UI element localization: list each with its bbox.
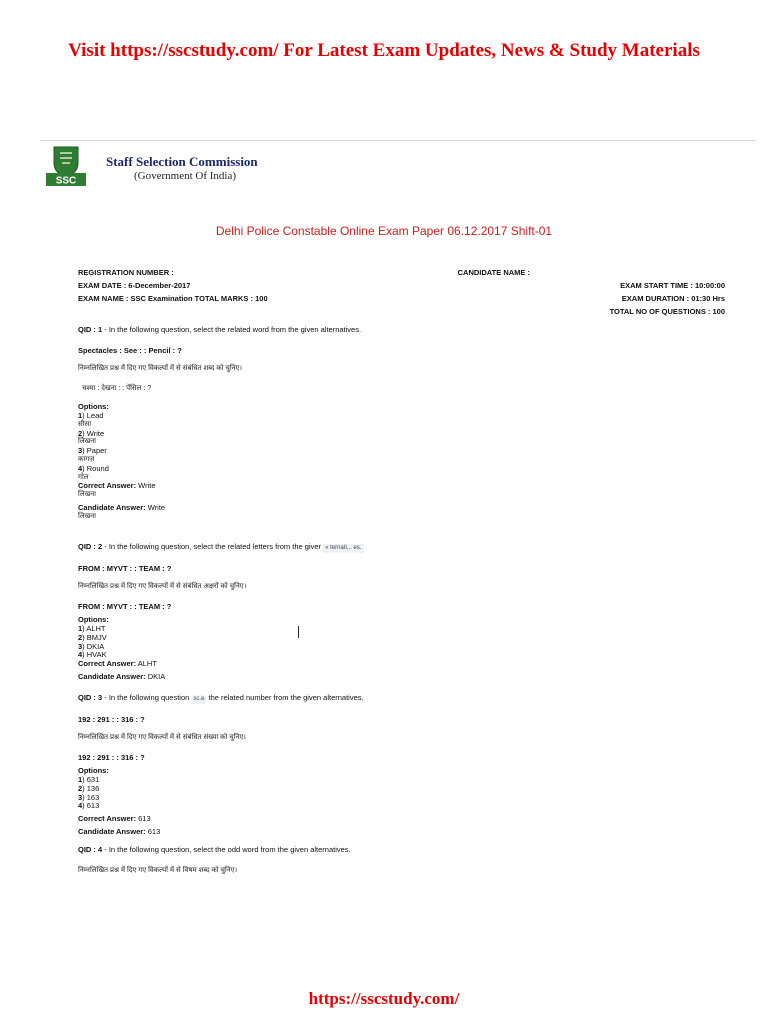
exam-duration: EXAM DURATION : 01:30 Hrs [621, 294, 725, 303]
scan-artifact: sc.e [193, 696, 205, 702]
question-text: - In the following question, select the related letters from the giver [102, 542, 322, 551]
option-3: 3) DKIA [78, 641, 105, 651]
correct-answer-hindi: लिखना [78, 491, 96, 499]
hindi-instruction: निम्नलिखित प्रश्न में दिए गए विकल्पों में से संबंधित अक्षरों को चुनिए। [78, 582, 247, 590]
question-header [78, 694, 728, 704]
paper-title: Delhi Police Constable Online Exam Paper 06.12.2017 Shift-01 [215, 224, 553, 238]
scan-artifact: « ternati... es. [325, 545, 362, 551]
option-4: 4) 613 [78, 801, 100, 811]
correct-answer: Correct Answer: Write [78, 481, 156, 491]
candidate-answer: Candidate Answer: DKIA [78, 671, 166, 681]
question-text-cont: the related number from the given alternatives. [206, 693, 364, 702]
option-2: 2) BMJV [78, 632, 107, 642]
ssc-logo [40, 143, 92, 189]
hindi-instruction: निम्नलिखित प्रश्न में दिए गए विकल्पों में से संबंधित संख्या को चुनिए। [78, 733, 246, 741]
exam-date: EXAM DATE : 6-December-2017 [78, 281, 191, 290]
question-stem: FROM : MYVT : : TEAM : ? [78, 563, 172, 573]
question-header [78, 846, 728, 855]
organization-name: Staff Selection Commission [106, 154, 258, 169]
hindi-instruction: निम्नलिखित प्रश्न में दिए गए विकल्पों में से संबंधित शब्द को चुनिए। [78, 364, 243, 372]
exam-name: EXAM NAME : SSC Examination TOTAL MARKS : 100 [78, 294, 268, 303]
text-cursor [298, 626, 299, 638]
question-stem: 192 : 291 : : 316 : ? [78, 714, 145, 724]
svg-text:SSC: SSC [55, 175, 77, 187]
qid: QID : 4 [78, 845, 103, 854]
option-2: 2) 136 [78, 783, 100, 793]
option-4-hindi: गोल [78, 473, 89, 481]
bottom-promo-banner[interactable]: https://sscstudy.com/ [308, 989, 460, 1008]
exam-meta-right [457, 266, 725, 318]
option-1: 1) Lead [78, 410, 104, 420]
exam-meta-left [78, 266, 268, 305]
hindi-instruction: निम्नलिखित प्रश्न में दिए गए विकल्पों में से विषम शब्द को चुनिए। [78, 866, 238, 874]
qid: QID : 3 [78, 693, 103, 702]
qid: QID : 1 [78, 325, 103, 334]
option-1: 1) ALHT [78, 623, 106, 633]
option-2-hindi: लिखना [78, 438, 96, 446]
correct-answer: Correct Answer: ALHT [78, 659, 157, 669]
candidate-answer: Candidate Answer: Write [78, 502, 166, 512]
question-1 [78, 326, 728, 522]
top-promo-banner[interactable]: Visit https://sscstudy.com/ For Latest Exam Updates, News & Study Materials [68, 40, 700, 61]
options-label: Options: [78, 766, 109, 776]
question-header [78, 543, 728, 553]
question-3 [78, 694, 728, 837]
header-divider [40, 140, 756, 141]
option-3-hindi: कागज़ [78, 455, 95, 463]
option-3: 3) 163 [78, 792, 100, 802]
total-questions: TOTAL NO OF QUESTIONS : 100 [609, 307, 725, 316]
hindi-stem: 192 : 291 : : 316 : ? [78, 753, 145, 763]
question-stem: Spectacles : See : : Pencil : ? [78, 345, 182, 355]
options-label: Options: [78, 615, 109, 625]
organization-subtitle: (Government Of India) [134, 170, 237, 182]
option-1: 1) 631 [78, 774, 100, 784]
question-text: - In the following question [102, 693, 190, 702]
option-3: 3) Paper [78, 446, 107, 456]
candidate-name: CANDIDATE NAME : [457, 268, 530, 277]
registration-number: REGISTRATION NUMBER : [78, 268, 174, 277]
question-4 [78, 846, 728, 876]
qid: QID : 2 [78, 542, 103, 551]
option-2: 2) Write [78, 428, 105, 438]
option-1-hindi: सीसा [78, 420, 92, 428]
candidate-answer: Candidate Answer: 613 [78, 826, 161, 836]
hindi-stem: चश्मा : देखना : : पेंसिल : ? [82, 385, 152, 393]
correct-answer: Correct Answer: 613 [78, 814, 151, 824]
hindi-stem: FROM : MYVT : : TEAM : ? [78, 602, 172, 612]
option-4: 4) HVAK [78, 650, 107, 660]
question-2 [78, 543, 728, 682]
question-text: - In the following question, select the odd word from the given alternatives. [102, 845, 351, 854]
candidate-answer-hindi: लिखना [78, 512, 96, 520]
question-text: - In the following question, select the related word from the given alternatives. [102, 325, 362, 334]
option-4: 4) Round [78, 463, 109, 473]
exam-start-time: EXAM START TIME : 10:00:00 [620, 281, 725, 290]
options-label: Options: [78, 402, 109, 412]
question-header [78, 326, 728, 335]
